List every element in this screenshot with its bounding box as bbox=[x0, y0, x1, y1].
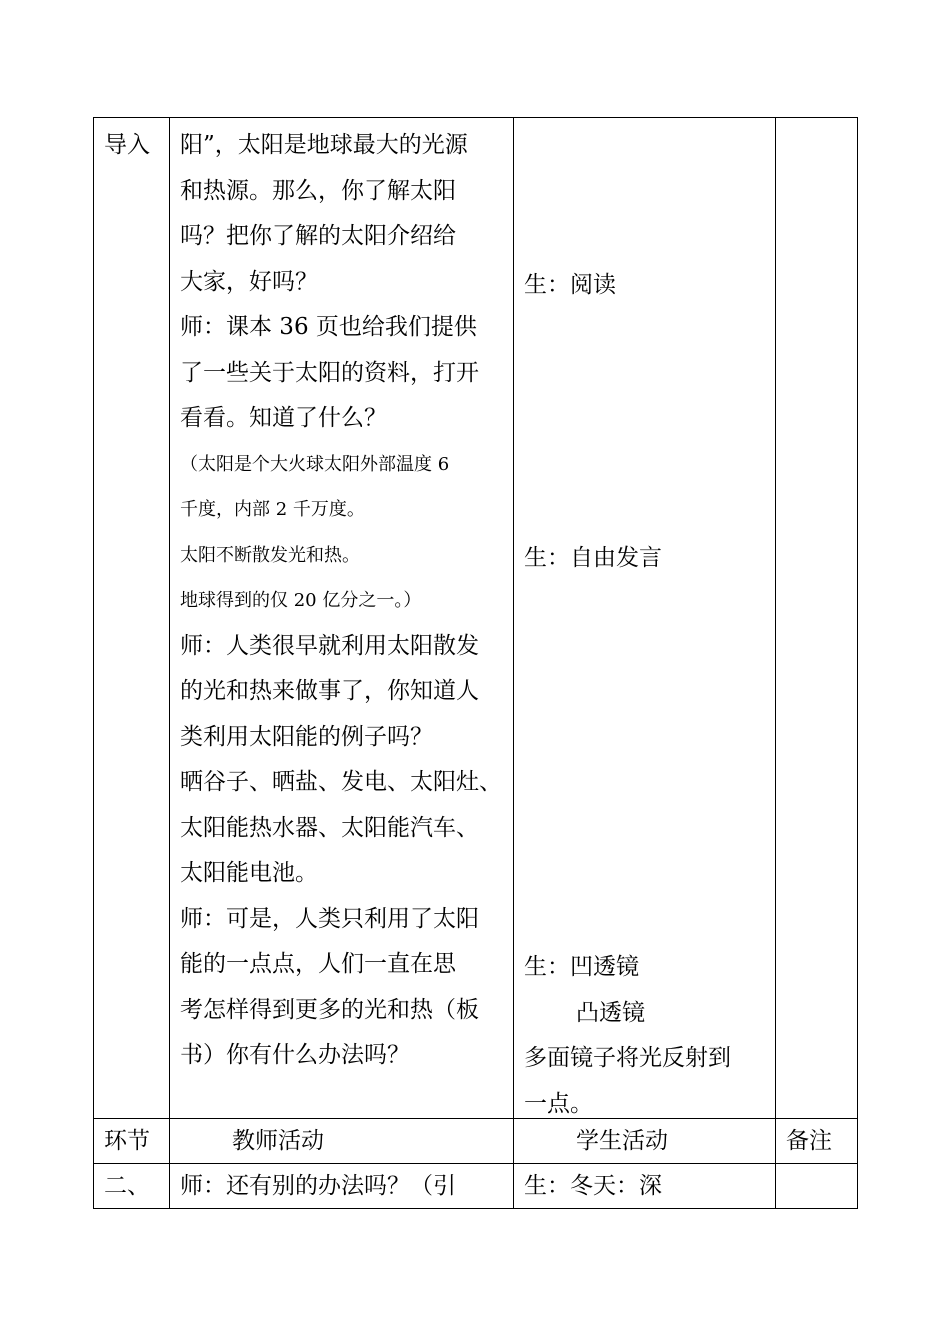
note-cell bbox=[776, 1164, 858, 1209]
stage-cell bbox=[94, 118, 170, 1119]
sun-facts-note bbox=[180, 442, 505, 624]
text-line: 大家，好吗？ bbox=[180, 268, 318, 295]
text-line: 凸透镜 bbox=[576, 999, 645, 1026]
text-line: 太阳能热水器、太阳能汽车、 bbox=[180, 814, 479, 841]
text-line: （太阳是个大火球太阳外部温度 6 bbox=[180, 453, 450, 475]
lesson-plan-table bbox=[93, 117, 858, 1209]
text-line: 能的一点点，人们一直在思 bbox=[180, 951, 456, 977]
text-line: 生：凹透镜 bbox=[524, 954, 639, 980]
text-line: 晒谷子、晒盐、发电、太阳灶、 bbox=[180, 769, 502, 795]
student-lens-answers bbox=[514, 940, 793, 1127]
student-activity-cell bbox=[514, 1164, 776, 1209]
text-line: 的光和热来做事了，你知道人 bbox=[180, 678, 479, 704]
text-line: 和热源。那么，你了解太阳 bbox=[180, 177, 456, 204]
text-line: 阳”，太阳是地球最大的光源 bbox=[180, 132, 468, 158]
text-line: 了一些关于太阳的资料，打开 bbox=[180, 359, 479, 386]
header-student: 学生活动 bbox=[576, 1128, 668, 1154]
student-reading: 生：阅读 bbox=[524, 272, 616, 298]
text-line: 多面镜子将光反射到 bbox=[524, 1045, 731, 1071]
text-line: 一点。 bbox=[524, 1090, 593, 1117]
note-text bbox=[776, 118, 857, 123]
stage-label: 二、 bbox=[104, 1173, 150, 1199]
header-teacher-cell bbox=[170, 1119, 514, 1164]
header-stage: 环节 bbox=[104, 1128, 150, 1154]
table-row bbox=[94, 1164, 858, 1209]
student-activity-cell bbox=[514, 118, 776, 1119]
text-line: 师：可是，人类只利用了太阳 bbox=[180, 905, 479, 932]
teacher-activity-text: 师：还有别的办法吗？（引 bbox=[180, 1173, 456, 1199]
teacher-activity-text bbox=[170, 118, 513, 1079]
text-line: 师：人类很早就利用太阳散发 bbox=[180, 632, 479, 659]
text-line: 书）你有什么办法吗？ bbox=[180, 1042, 410, 1068]
stage-cell bbox=[94, 1164, 170, 1209]
header-note: 备注 bbox=[786, 1128, 832, 1154]
teacher-activity-cell bbox=[170, 1164, 514, 1209]
text-line: 看看。知道了什么？ bbox=[180, 405, 387, 431]
table-row bbox=[94, 118, 858, 1119]
text-line: 千度，内部 2 千万度。 bbox=[180, 499, 365, 520]
header-stage-cell bbox=[94, 1119, 170, 1164]
text-line: 太阳能电池。 bbox=[180, 860, 318, 886]
teacher-activity-cell bbox=[170, 118, 514, 1119]
student-activity-text: 生：冬天：深 bbox=[524, 1173, 662, 1199]
text-line: 类利用太阳能的例子吗？ bbox=[180, 723, 433, 750]
header-teacher: 教师活动 bbox=[232, 1128, 324, 1154]
text-line: 地球得到的仅 20 亿分之一。） bbox=[180, 590, 422, 611]
stage-label: 导入 bbox=[104, 132, 150, 158]
text-line: 考怎样得到更多的光和热（板 bbox=[180, 996, 479, 1023]
text-line: 太阳不断散发光和热。 bbox=[180, 544, 360, 566]
student-free-speech: 生：自由发言 bbox=[524, 545, 662, 571]
text-line: 吗？把你了解的太阳介绍给 bbox=[180, 223, 456, 249]
text-line: 师：课本 36 页也给我们提供 bbox=[180, 314, 477, 340]
